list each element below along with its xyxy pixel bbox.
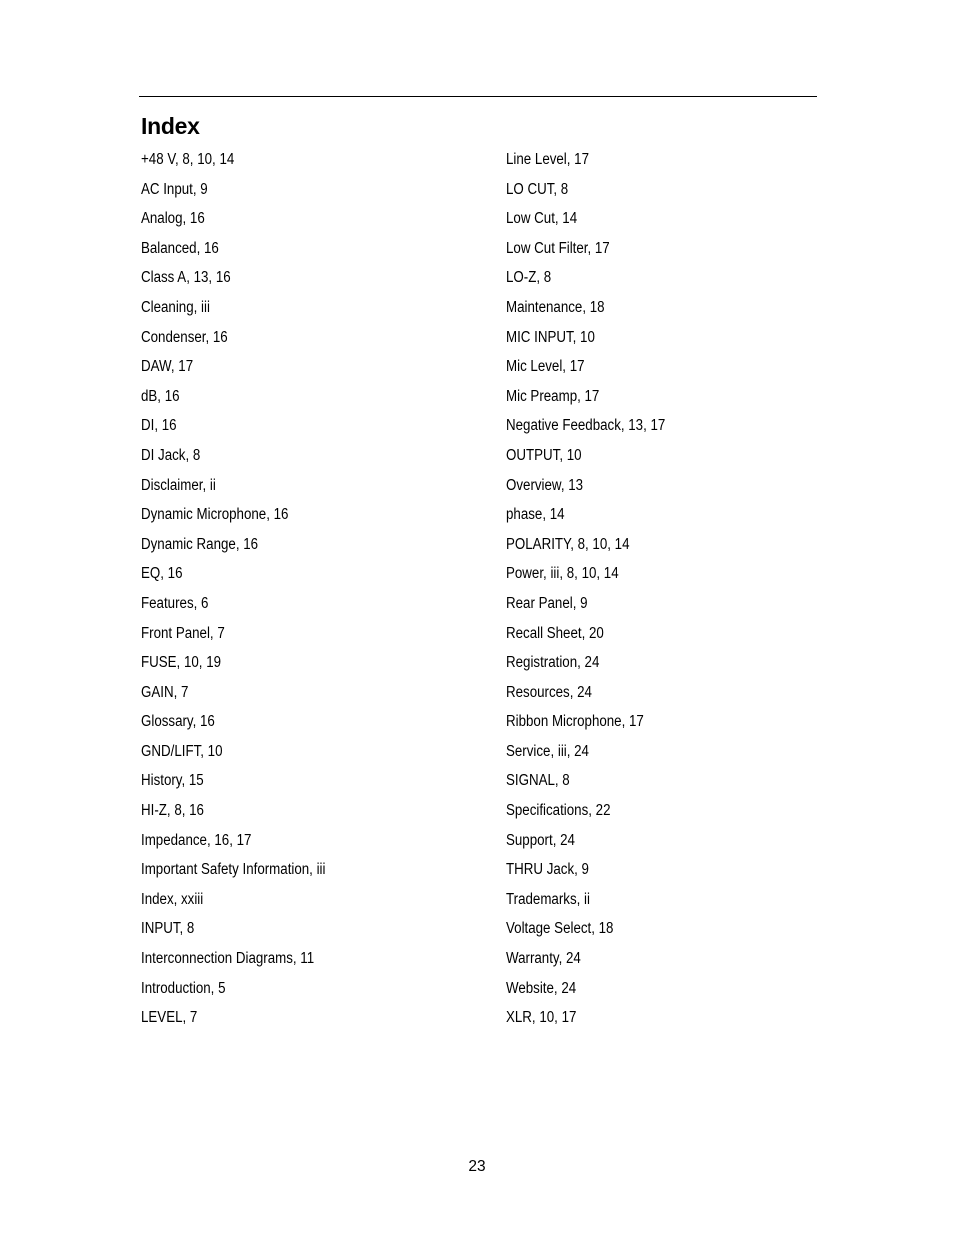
- index-entry: Ribbon Microphone, 17: [506, 713, 644, 731]
- page-title: Index: [141, 113, 200, 139]
- index-entry: Features, 6: [141, 594, 209, 612]
- index-entry: Warranty, 24: [506, 950, 581, 968]
- index-entry: FUSE, 10, 19: [141, 654, 222, 672]
- index-entry: DAW, 17: [141, 358, 194, 376]
- index-entry: Disclaimer, ii: [141, 476, 216, 494]
- index-entry: Rear Panel, 9: [506, 594, 588, 612]
- index-entry: DI, 16: [141, 417, 177, 435]
- index-entry: Mic Preamp, 17: [506, 387, 600, 405]
- index-entry: INPUT, 8: [141, 920, 195, 938]
- index-entry: Power, iii, 8, 10, 14: [506, 565, 619, 583]
- index-entry: Resources, 24: [506, 683, 592, 701]
- index-entry: Registration, 24: [506, 654, 600, 672]
- index-entry: Low Cut, 14: [506, 210, 578, 228]
- index-entry: Condenser, 16: [141, 328, 228, 346]
- index-entry: +48 V, 8, 10, 14: [141, 151, 235, 168]
- index-entry: Maintenance, 18: [506, 298, 605, 316]
- index-entry: HI-Z, 8, 16: [141, 802, 204, 820]
- index-entry: LO-Z, 8: [506, 269, 552, 287]
- index-entry: Important Safety Information, iii: [141, 861, 326, 879]
- index-entry: Trademarks, ii: [506, 890, 590, 908]
- index-entry: Analog, 16: [141, 210, 205, 228]
- index-entry: Negative Feedback, 13, 17: [506, 417, 666, 435]
- index-entry: Line Level, 17: [506, 151, 590, 168]
- index-entry: Introduction, 5: [141, 979, 226, 997]
- index-entry: THRU Jack, 9: [506, 861, 589, 879]
- index-entry: EQ, 16: [141, 565, 183, 583]
- index-entry: SIGNAL, 8: [506, 772, 570, 790]
- index-entry: XLR, 10, 17: [506, 1009, 577, 1027]
- index-entry: POLARITY, 8, 10, 14: [506, 535, 630, 553]
- header-rule: [139, 96, 817, 97]
- index-entry: Dynamic Range, 16: [141, 535, 259, 553]
- index-entry: MIC INPUT, 10: [506, 328, 595, 346]
- index-entry: Service, iii, 24: [506, 742, 589, 760]
- index-entry: dB, 16: [141, 387, 180, 405]
- index-entry: Low Cut Filter, 17: [506, 239, 610, 257]
- index-entry: GND/LIFT, 10: [141, 742, 223, 760]
- index-entry: DI Jack, 8: [141, 446, 201, 464]
- index-column-right: [506, 145, 826, 1033]
- index-entry: Voltage Select, 18: [506, 920, 614, 938]
- index-entry: Interconnection Diagrams, 11: [141, 950, 315, 968]
- index-entry: Support, 24: [506, 831, 575, 849]
- index-entry: Front Panel, 7: [141, 624, 225, 642]
- index-entry: Balanced, 16: [141, 239, 219, 257]
- index-entry: Glossary, 16: [141, 713, 215, 731]
- index-entry: Recall Sheet, 20: [506, 624, 604, 642]
- index-entry: Mic Level, 17: [506, 358, 585, 376]
- index-entry: LEVEL, 7: [141, 1009, 198, 1027]
- index-entry: Class A, 13, 16: [141, 269, 231, 287]
- index-column-left: [141, 145, 481, 1033]
- index-entry: Index, xxiii: [141, 890, 204, 908]
- index-entry: GAIN, 7: [141, 683, 189, 701]
- index-entry: Specifications, 22: [506, 802, 611, 820]
- index-entry: LO CUT, 8: [506, 180, 569, 198]
- index-entry: Website, 24: [506, 979, 577, 997]
- index-entry: History, 15: [141, 772, 204, 790]
- index-entry: Impedance, 16, 17: [141, 831, 252, 849]
- index-entry: Overview, 13: [506, 476, 584, 494]
- index-entry: AC Input, 9: [141, 180, 208, 198]
- page-number: 23: [468, 1158, 486, 1175]
- index-entry: Cleaning, iii: [141, 298, 210, 316]
- index-entry: Dynamic Microphone, 16: [141, 506, 289, 524]
- index-entry: OUTPUT, 10: [506, 446, 582, 464]
- index-entry: phase, 14: [506, 506, 565, 524]
